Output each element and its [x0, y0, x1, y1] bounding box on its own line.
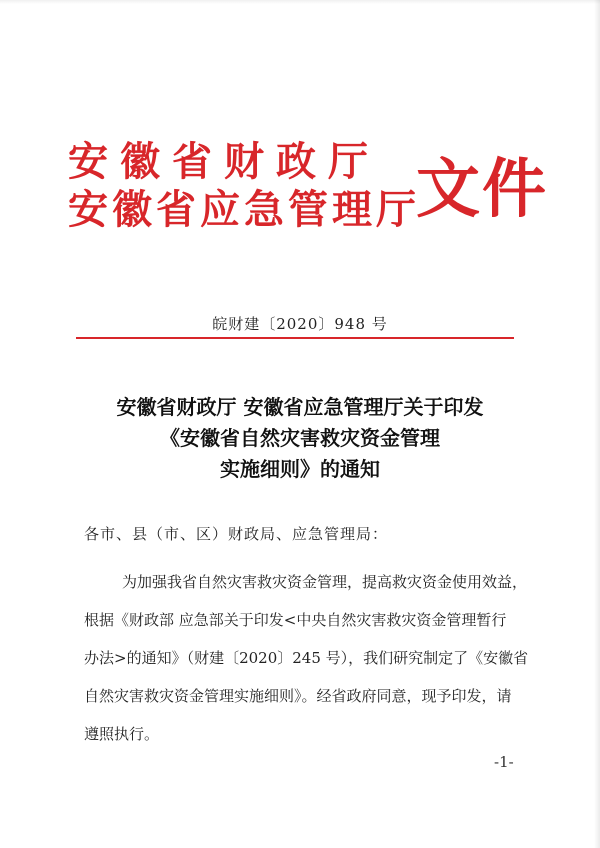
salutation: 各市、县（市、区）财政局、应急管理局：: [84, 525, 389, 543]
title-line-2: 《安徽省自然灾害救灾资金管理: [160, 426, 440, 450]
body-line: 为加强我省自然灾害救灾资金管理，提高救灾资金使用效益，: [122, 573, 528, 591]
body-line: 办法>的通知》（财建〔2020〕245 号），我们研究制定了《安徽省: [84, 649, 529, 667]
red-masthead: [68, 138, 548, 238]
document-number: 皖财建〔2020〕948 号: [212, 315, 388, 333]
page-number: -1-: [494, 753, 514, 771]
title-line-3: 实施细则》的通知: [220, 457, 380, 481]
issuer-emergency-management-department: 安徽省应急管理厅: [68, 186, 420, 233]
body-line: 根据《财政部 应急部关于印发<中央自然灾害救灾资金管理暂行: [84, 611, 507, 629]
red-separator-line: [76, 337, 514, 339]
body-line: 自然灾害救灾资金管理实施细则》。经省政府同意，现予印发，请: [84, 687, 512, 705]
body-paragraph: [84, 563, 529, 753]
document-type-label: 文件: [416, 152, 548, 227]
issuer-finance-department: 安徽省财政厅: [68, 138, 380, 185]
body-line: 遵照执行。: [84, 725, 160, 743]
title-line-1: 安徽省财政厅 安徽省应急管理厅关于印发: [116, 395, 484, 419]
scan-shadow-top: [0, 0, 600, 4]
document-title: [0, 392, 600, 485]
